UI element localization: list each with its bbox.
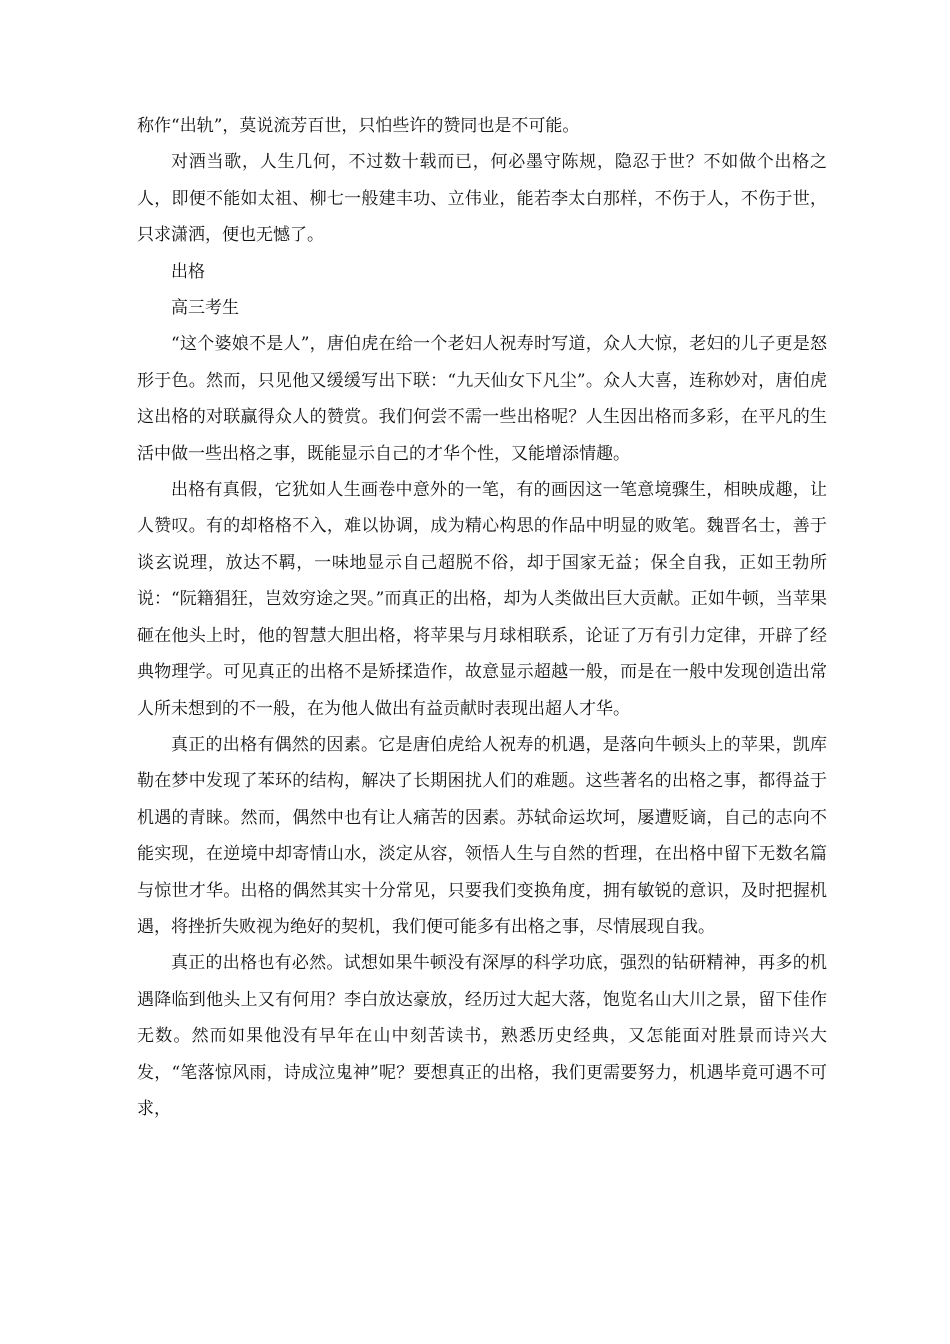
paragraph-continuation: 称作“出轨”，莫说流芳百世，只怕些许的赞同也是不可能。 xyxy=(137,116,580,136)
document-body xyxy=(137,108,827,1127)
essay-paragraph-1: “这个婆娘不是人”，唐伯虎在给一个老妇人祝寿时写道，众人大惊，老妇的儿子更是怒形于色。然而，只见他又缓缓写出下联：“九天仙女下凡尘”。众人大喜，连称妙对，唐伯虎这出格的对联赢得众人的赞赏。我们何尝不需一些出格呢？人生因出格而多彩，在平凡的生活中做一些出格之事，既能显示自己的才华个性，又能增添情趣。 xyxy=(137,334,827,464)
essay-title: 出格 xyxy=(171,261,205,282)
essay-paragraph-2: 出格有真假，它犹如人生画卷中意外的一笔，有的画因这一笔意境骤生，相映成趣，让人赞叹。有的却格格不入，难以协调，成为精心构思的作品中明显的败笔。魏晋名士，善于谈玄说理，放达不羁，一味地显示自己超脱不俗，却于国家无益；保全自我，正如王勃所说：“阮籍猖狂，岂效穷途之哭。”而真正的出格，却为人类做出巨大贡献。正如牛顿，当苹果砸在他头上时，他的智慧大胆出格，将苹果与月球相联系，论证了万有引力定律，开辟了经典物理学。可见真正的出格不是矫揉造作，故意显示超越一般，而是在一般中发现创造出常人所未想到的不一般，在为他人做出有益贡献时表现出超人才华。 xyxy=(137,480,827,719)
essay-paragraph-4: 真正的出格也有必然。试想如果牛顿没有深厚的科学功底，强烈的钻研精神，再多的机遇降临到他头上又有何用？李白放达豪放，经历过大起大落，饱览名山大川之景，留下佳作无数。然而如果他没有早年在山中刻苦读书，熟悉历史经典，又怎能面对胜景而诗兴大发，“笔落惊风雨，诗成泣鬼神”呢？要想真正的出格，我们更需要努力，机遇毕竟可遇不可求， xyxy=(137,953,827,1119)
paragraph-conclusion: 对酒当歌，人生几何，不过数十载而已，何必墨守陈规，隐忍于世？不如做个出格之人，即便不能如太祖、柳七一般建丰功、立伟业，能若李太白那样，不伤于人，不伤于世，只求潇洒，便也无憾了。 xyxy=(137,152,827,246)
essay-author: 高三考生 xyxy=(171,298,239,319)
essay-paragraph-3: 真正的出格有偶然的因素。它是唐伯虎给人祝寿的机遇，是落向牛顿头上的苹果，凯库勒在梦中发现了苯环的结构，解决了长期困扰人们的难题。这些著名的出格之事，都得益于机遇的青睐。然而，偶然中也有让人痛苦的因素。苏轼命运坎坷，屡遭贬谪，自己的志向不能实现，在逆境中却寄情山水，淡定从容，领悟人生与自然的哲理，在出格中留下无数名篇与惊世才华。出格的偶然其实十分常见，只要我们变换角度，拥有敏锐的意识，及时把握机遇，将挫折失败视为绝好的契机，我们便可能多有出格之事，尽情展现自我。 xyxy=(137,734,827,937)
